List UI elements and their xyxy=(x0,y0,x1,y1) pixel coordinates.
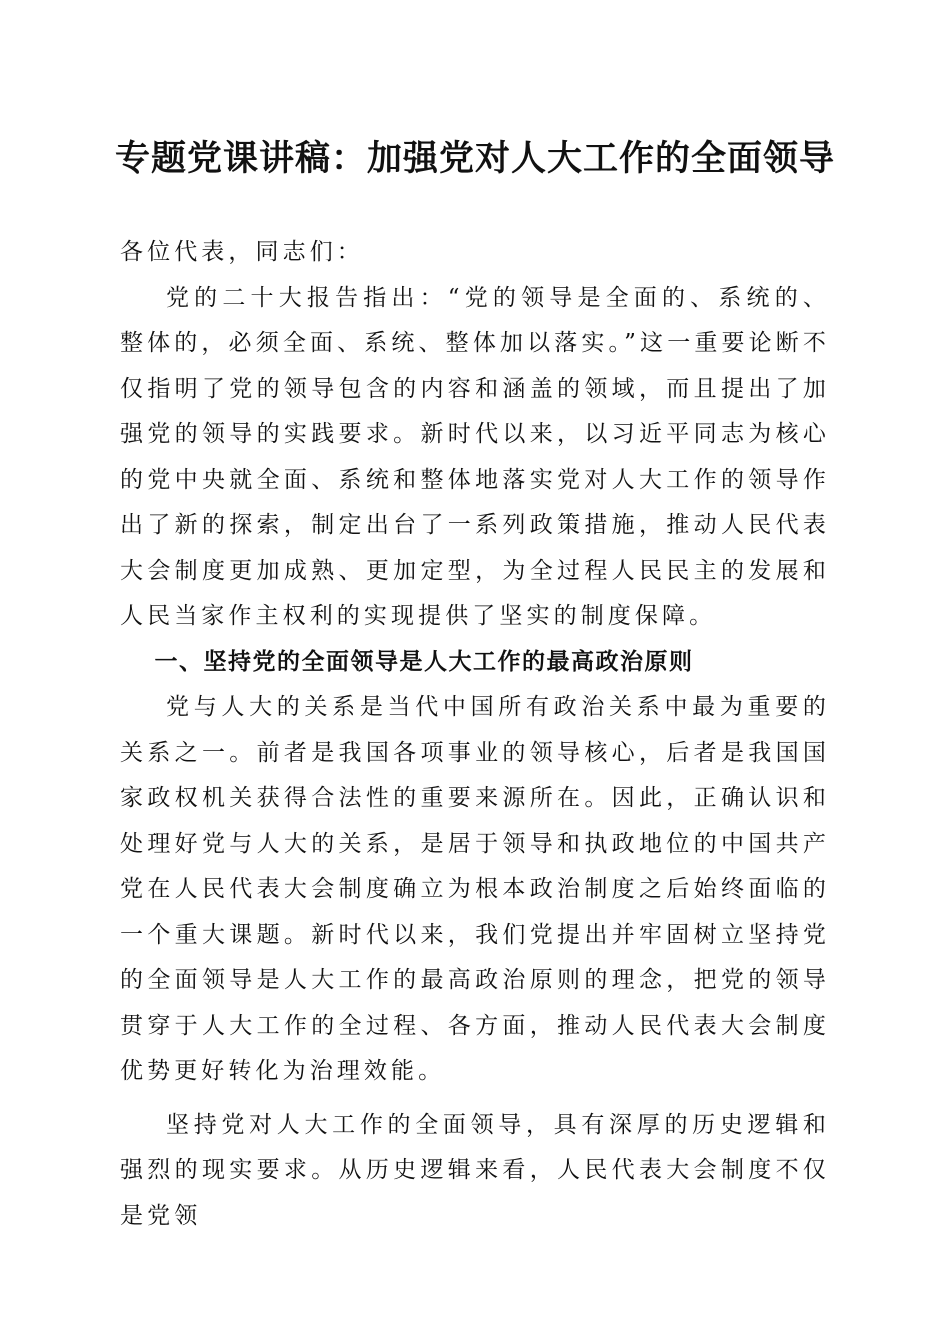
paragraph-historical-logic: 坚持党对人大工作的全面领导，具有深厚的历史逻辑和强烈的现实要求。从历史逻辑来看，人民代表大会制度不仅是党领 xyxy=(120,1111,830,1229)
document-body xyxy=(120,230,830,1239)
greeting: 各位代表，同志们： xyxy=(120,239,364,265)
paragraph-intro: 党的二十大报告指出：“党的领导是全面的、系统的、整体的，必须全面、系统、整体加以落实。”这一重要论断不仅指明了党的领导包含的内容和涵盖的领域，而且提出了加强党的领导的实践要求。新时代以来，以习近平同志为核心的党中央就全面、系统和整体地落实党对人大工作的领导作出了新的探索，制定出台了一系列政策措施，推动人民代表大会制度更加成熟、更加定型，为全过程人民民主的发展和人民当家作主权利的实现提供了坚实的制度保障。 xyxy=(120,284,830,629)
document-title: 专题党课讲稿：加强党对人大工作的全面领导 xyxy=(114,138,835,179)
section-heading: 一、坚持党的全面领导是人大工作的最高政治原则 xyxy=(154,648,694,675)
paragraph-party-npc-relation: 党与人大的关系是当代中国所有政治关系中最为重要的关系之一。前者是我国各项事业的领导核心，后者是我国国家政权机关获得合法性的重要来源所在。因此，正确认识和处理好党与人大的关系，是居于领导和执政地位的中国共产党在人民代表大会制度确立为根本政治制度之后始终面临的一个重大课题。新时代以来，我们党提出并牢固树立坚持党的全面领导是人大工作的最高政治原则的理念，把党的领导贯穿于人大工作的全过程、各方面，推动人民代表大会制度优势更好转化为治理效能。 xyxy=(120,694,830,1084)
